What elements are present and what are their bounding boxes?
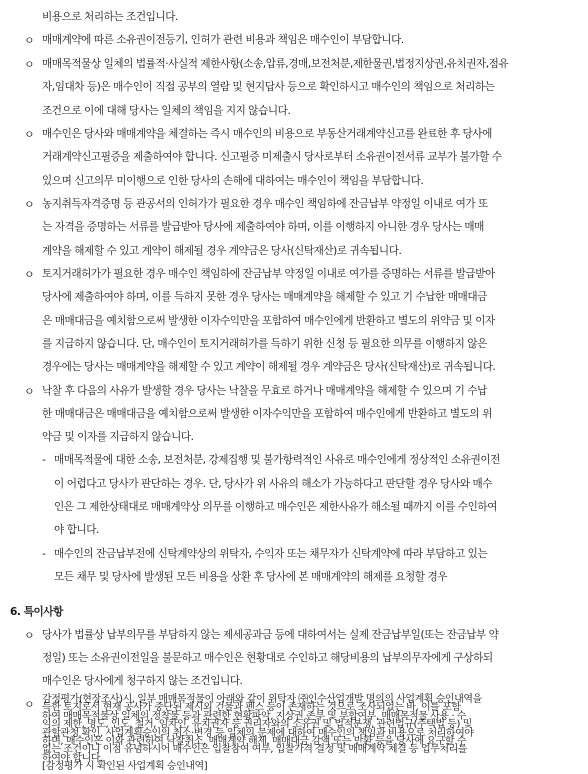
text-line: 자,임대차 등)은 매수인이 직접 공부의 열람 및 현지답사 등으로 확인하시고 매수인의 책임으로 처리하는: [42, 81, 495, 93]
bullet-icon: ㅇ: [24, 34, 35, 47]
text-line: 이 어렵다고 당사가 판단하는 경우. 단, 당사가 위 사유의 해소가 가능하다고 판단할 경우 당사와 매수: [54, 478, 493, 490]
text-line: 낙찰 후 다음의 사유가 발생할 경우 당사는 낙찰을 무효로 하거나 매매계약을 해제할 수 있으며 기 수납: [42, 385, 487, 397]
text-line: [감정평가 시 확인된 사업계획 승인내역]: [42, 761, 208, 772]
text-line: 매수인은 당사에게 청구하지 않는 조건입니다.: [42, 675, 243, 687]
text-line: 인은 그 제한상태대로 매매계약상 의무를 이행하고 매수인은 제한사유가 해소될 때까지 이를 수인하여: [54, 501, 497, 513]
bullet-icon: ㅇ: [24, 58, 35, 71]
text-line: 매매계약에 따른 소유권이전등기, 인허가 관련 비용과 책임은 매수인이 부담합니다.: [42, 34, 404, 46]
text-line: 있으며 신고의무 미이행으로 인한 당사의 손해에 대하여는 매수인이 책임을 부담합니다.: [42, 175, 424, 187]
text-line: 토지거래허가가 필요한 경우 매수인 책임하에 잔금납부 약정일 이내로 여가를 증명하는 서류를 발급받아: [42, 268, 495, 280]
dash-marker: -: [42, 548, 46, 560]
bullet-icon: ㅇ: [24, 128, 35, 141]
text-line: 경우에는 당사는 매매계약을 해제할 수 있고 계약이 해제될 경우 계약금은 당사(신탁재산)로 귀속됩니다.: [42, 361, 496, 373]
text-line: 관할관청 확인, 사업계획승인의 취소·변경 등 일체의 문제에 대하여 매수인의 책임과 비용으로 처리하여야: [42, 728, 474, 739]
bullet-icon: ㅇ: [24, 268, 35, 281]
text-line: 하여야 합니다.: [42, 753, 103, 764]
text-line: 하며, 매수인은 이와 관련하여 낙찰취소, 매매계약 해제, 매매대금 감액 또는 반환 등을 당사에 요구할 수: [42, 736, 466, 747]
section-heading: 6. 특이사항: [10, 606, 63, 618]
text-line: 매수인의 잔금납부전에 신탁계약상의 위탁자, 수익자 또는 채무자가 신탁계약에 따라 부담하고 있는: [54, 548, 488, 560]
bullet-icon: ㅇ: [24, 198, 35, 211]
text-line: 매매목적물에 대한 소송, 보전처분, 강제집행 및 불가항력적인 사유로 매수인에게 정상적인 소유권이전: [54, 454, 500, 466]
text-line: 는 자격을 증명하는 서류를 발급받아 당사에 제출하여야 하며, 이를 이행하지 아니한 경우 당사는 매매: [42, 221, 484, 233]
text-line: 매매목적물상 일체의 법률적·사실적 제한사항(소송,압류,경매,보전처분,제한물권,법정지상권,유치권자,점유: [42, 58, 509, 70]
text-line: 거래계약신고필증을 제출하여야 합니다. 신고필증 미제출시 당사로부터 소유권이전서류 교부가 불가할 수: [42, 151, 502, 163]
bullet-icon: ㅇ: [24, 698, 35, 711]
text-line: 계약을 해제할 수 있고 계약이 해제될 경우 계약금은 당사(신탁재산)로 귀속됩니다.: [42, 245, 402, 257]
text-line: 농지취득자격증명 등 관공서의 인허가가 필요한 경우 매수인 책임하에 잔금납부 약정일 이내로 여가 또: [42, 198, 488, 210]
text-line: 를 지급하지 않습니다. 단, 매수인이 토지거래허가를 득하기 위한 신청 등 필요한 의무를 이행하지 않은: [42, 338, 487, 350]
text-line: 비용으로 처리하는 조건입니다.: [42, 11, 178, 23]
text-line: 모든 채무 및 당사에 발생된 모든 비용을 상환 후 당사에 본 매매계약의 해제를 요청할 경우: [54, 571, 448, 583]
text-line: 당사에 제출하여야 하며, 이를 득하지 못한 경우 당사는 매매계약을 해제할 수 있고 기 수납한 매매대금: [42, 291, 487, 303]
text-line: 없는 조건이니 이점 유념하시어 매수인은 입찰참여 여부, 입찰가격 결정 및 매매계약 체결 등 업무처리를: [42, 744, 468, 755]
text-line: 익의 제한, 명도, 인도, 철거, 임차인, 유치권자 등 권리자와의 소유권 및 법적분쟁, 관련법규(주택법 등) 및: [42, 719, 472, 730]
text-line: 약금 및 이자를 지급하지 않습니다.: [42, 431, 194, 443]
text-line: 야 합니다.: [54, 524, 99, 536]
text-line: 정일) 또는 소유권이전일을 불문하고 매수인은 현황대로 수인하고 해당비용의 납부의무자에게 구상하되: [42, 652, 493, 664]
text-line: 은 매매대금을 예치함으로써 발생한 이자수익만을 포함하여 매수인에게 반환하고 별도의 위약금 및 이자: [42, 315, 495, 327]
text-line: 하여 매매목적물상 일체의 정착물 등과 관련한 현황파악, 지상권 존부 및 부합여부, 매매목적물 사용 · 수: [42, 711, 466, 722]
bullet-icon: ㅇ: [24, 629, 35, 642]
text-line: 당사가 법률상 납부의무를 부담하지 않는 제세공과금 등에 대하여서는 실제 잔금납부일(또는 잔금납부 약: [42, 629, 499, 641]
text-line: 득한 토지로서 현재 공사가 중단된 제시외 건물과 펜스 등이 존재하는 것으로 조사되었는 바, 이를 포함: [42, 702, 461, 713]
dash-marker: -: [42, 454, 46, 466]
text-line: 감정평가(현장조사)시, 일부 매매목적물이 아래와 같이 위탁자 ㈜인수산업개발 명의의 사업계획 승인내역을: [42, 694, 482, 705]
text-line: 조건으로 이에 대해 당사는 일체의 책임을 지지 않습니다.: [42, 105, 291, 117]
text-line: 매수인은 당사와 매매계약을 체결하는 즉시 매수인의 비용으로 부동산거래계약신고를 완료한 후 당사에: [42, 128, 492, 140]
text-line: 한 매매대금은 매매대금을 예치함으로써 발생한 이자수익만을 포함하여 매수인에게 반환하고 별도의 위: [42, 408, 492, 420]
bullet-icon: ㅇ: [24, 385, 35, 398]
